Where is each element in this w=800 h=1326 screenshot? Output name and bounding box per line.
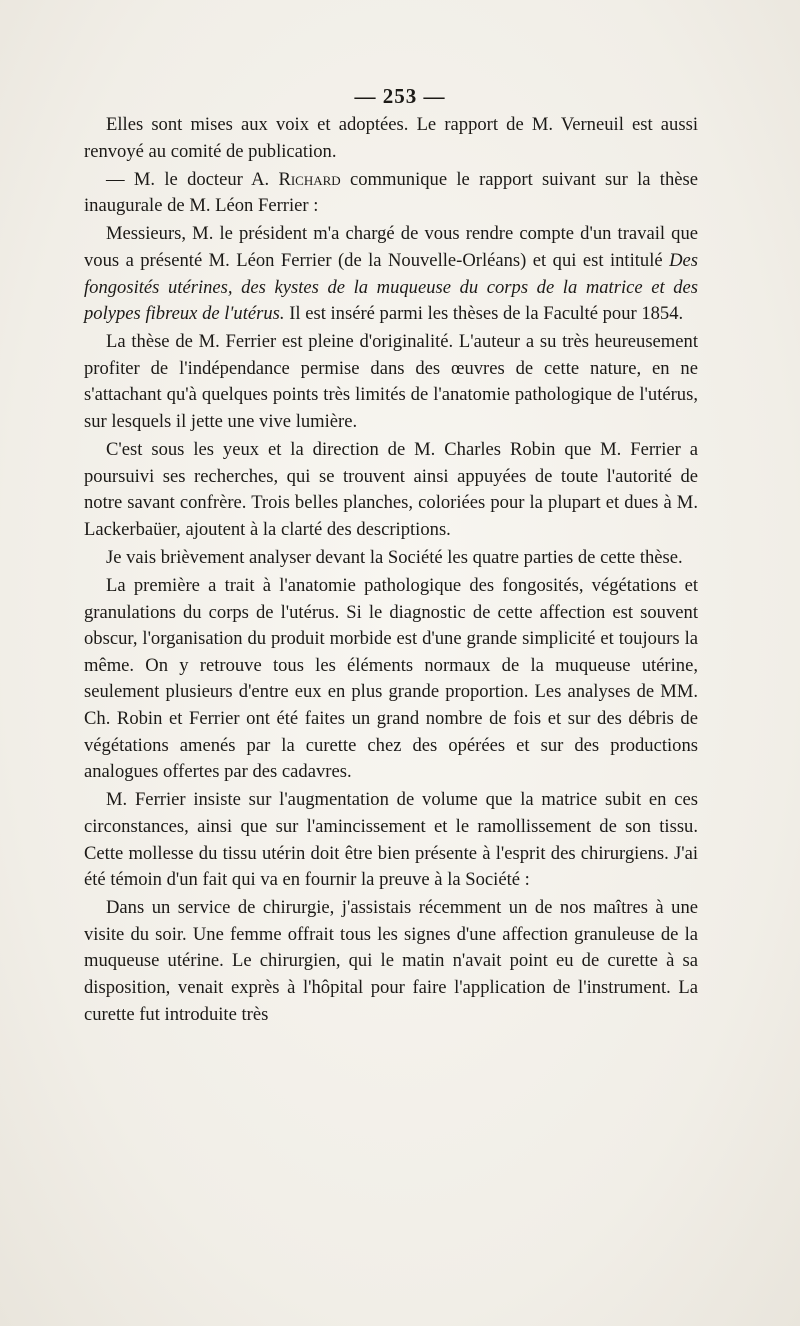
text-span: Il est inséré parmi les thèses de la Faculté pour 1854. [284, 303, 684, 325]
page-number: — 253 — [354, 84, 446, 108]
paragraph-robin: C'est sous les yeux et la direction de M. Charles Robin que M. Ferrier a poursuivi ses recherches, qui se trouvent ainsi appuyées de toute l'autorité de notre savant confrère. Trois belles planches, coloriées pour la plupart et dues à M. Lackerbaüer, ajoutent à la clarté des descriptions. [84, 439, 698, 540]
paragraph-richard-report [84, 167, 698, 220]
paragraph-surgery-service: Dans un service de chirurgie, j'assistais récemment un de nos maîtres à une visite du soir. Une femme offrait tous les signes d'une affection granuleuse de la muqueuse utérine. Le chirurgien, qui le matin n'avait point eu de curette à sa disposition, venait exprès à l'hôpital pour faire l'application de l'instrument. La curette fut introduite très [84, 897, 698, 1025]
paragraph-votes: Elles sont mises aux voix et adoptées. Le rapport de M. Verneuil est aussi renvoyé au comité de publication. [84, 114, 698, 162]
paragraph-thesis-title [84, 221, 698, 327]
body-text [84, 112, 698, 1028]
author-name: Richard [278, 168, 341, 190]
text-span: — M. le docteur A. [106, 168, 279, 190]
paragraph-originality: La thèse de M. Ferrier est pleine d'originalité. L'auteur a su très heureusement profiter de l'indépendance permise dans des œuvres de cette nature, en ne s'attachant qu'à quelques points très limités de l'anatomie pathologique de l'utérus, sur lesquels il jette une vive lumière. [84, 331, 698, 433]
text-span: Messieurs, M. le président m'a chargé de vous rendre compte d'un travail que vous a présenté M. Léon Ferrier (de la Nouvelle-Orléans) et qui est intitulé [84, 223, 698, 271]
paragraph-first-part: La première a trait à l'anatomie pathologique des fongosités, végétations et granulations du corps de l'utérus. Si le diagnostic de cette affection est souvent obscur, l'organisation du produit morbide est d'une grande simplicité et toujours la même. On y retrouve tous les éléments normaux de la muqueuse utérine, seulement plusieurs d'entre eux en plus grande proportion. Les analyses de MM. Ch. Robin et Ferrier ont été faites un grand nombre de fois et sur des débris de végétations amenés par la curette chez des opérées et sur des productions analogues offertes par des cadavres. [84, 575, 698, 783]
paragraph-volume: M. Ferrier insiste sur l'augmentation de volume que la matrice subit en ces circonstances, ainsi que sur l'amincissement et le ramollissement de son tissu. Cette mollesse du tissu utérin doit être bien présente à l'esprit des chirurgiens. J'ai été témoin d'un fait qui va en fournir la preuve à la Société : [84, 789, 698, 891]
paragraph-analysis-intro: Je vais brièvement analyser devant la Société les quatre parties de cette thèse. [106, 547, 683, 568]
text-span: communique le rapport suivant sur la thèse inaugurale de M. Léon Ferrier : [84, 168, 698, 217]
thesis-title: Des fongosités utérines, des kystes de la muqueuse du corps de la matrice et des polypes fibreux de l'utérus. [84, 249, 698, 325]
